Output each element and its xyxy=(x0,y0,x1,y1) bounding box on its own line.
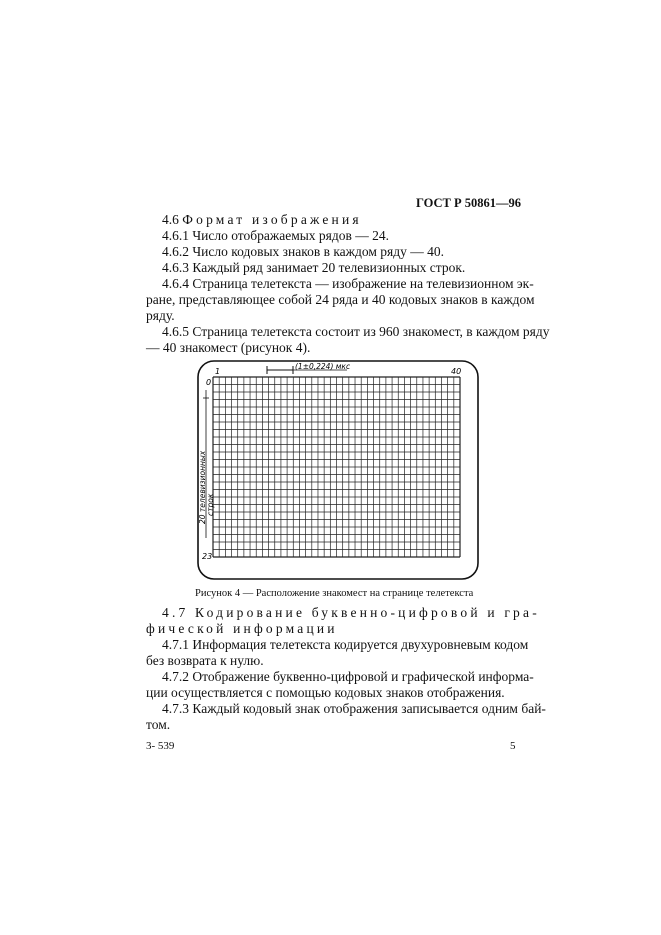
paragraph-4-6-2: 4.6.2 Число кодовых знаков в каждом ряду — 40. xyxy=(162,244,444,259)
side-label-line1: 20 телевизионных xyxy=(198,450,207,524)
row-label-last: 23 xyxy=(202,552,213,561)
dimension-label: (1±0,224) мкс xyxy=(295,362,351,371)
paragraph-4-7-1-line2: без возврата к нулю. xyxy=(146,653,264,668)
col-label-first: 1 xyxy=(215,367,221,376)
section-4-7-heading-line2: фической информации xyxy=(146,621,338,636)
section-title: Формат изображения xyxy=(182,212,362,227)
screen-outline xyxy=(198,361,478,579)
document-code: ГОСТ Р 50861—96 xyxy=(416,196,522,210)
paragraph-4-6-4-line1: 4.6.4 Страница телетекста — изображение на телевизионном эк- xyxy=(162,276,534,291)
paragraph-4-7-3-line2: том. xyxy=(146,717,171,732)
section-4-6-heading xyxy=(162,212,362,228)
paragraph-4-7-1-line1: 4.7.1 Информация телетекста кодируется двухуровневым кодом xyxy=(162,637,529,652)
paragraph-4-6-4-line2: ране, представляющее собой 24 ряда и 40 кодовых знаков в каждом xyxy=(146,292,535,307)
side-label-line2: строк xyxy=(206,493,215,516)
paragraph-4-6-5-line2: — 40 знакомест (рисунок 4). xyxy=(146,340,311,355)
section-4-7-heading-line1: 4.7 Кодирование буквенно-цифровой и гра- xyxy=(162,605,540,620)
teletext-page-figure xyxy=(197,360,479,580)
section-number: 4.6 xyxy=(162,212,179,227)
page-number: 5 xyxy=(510,740,516,752)
paragraph-4-7-3-line1: 4.7.3 Каждый кодовый знак отображения записывается одним бай- xyxy=(162,701,546,716)
col-label-last: 40 xyxy=(451,367,462,376)
footer-printing-mark: 3- 539 xyxy=(146,740,175,752)
paragraph-4-6-5-line1: 4.6.5 Страница телетекста состоит из 960 знакомест, в каждом ряду xyxy=(162,324,550,339)
paragraph-4-6-4-line3: ряду. xyxy=(146,308,175,323)
paragraph-4-7-2-line1: 4.7.2 Отображение буквенно-цифровой и графической информа- xyxy=(162,669,534,684)
figure-caption: Рисунок 4 — Расположение знакомест на странице телетекста xyxy=(195,588,474,599)
character-cell-grid xyxy=(213,377,460,557)
paragraph-4-7-2-line2: ции осуществляется с помощью кодовых знаков отображения. xyxy=(146,685,505,700)
row-label-first: 0 xyxy=(206,378,212,387)
paragraph-4-6-1: 4.6.1 Число отображаемых рядов — 24. xyxy=(162,228,390,243)
paragraph-4-6-3: 4.6.3 Каждый ряд занимает 20 телевизионных строк. xyxy=(162,260,466,275)
